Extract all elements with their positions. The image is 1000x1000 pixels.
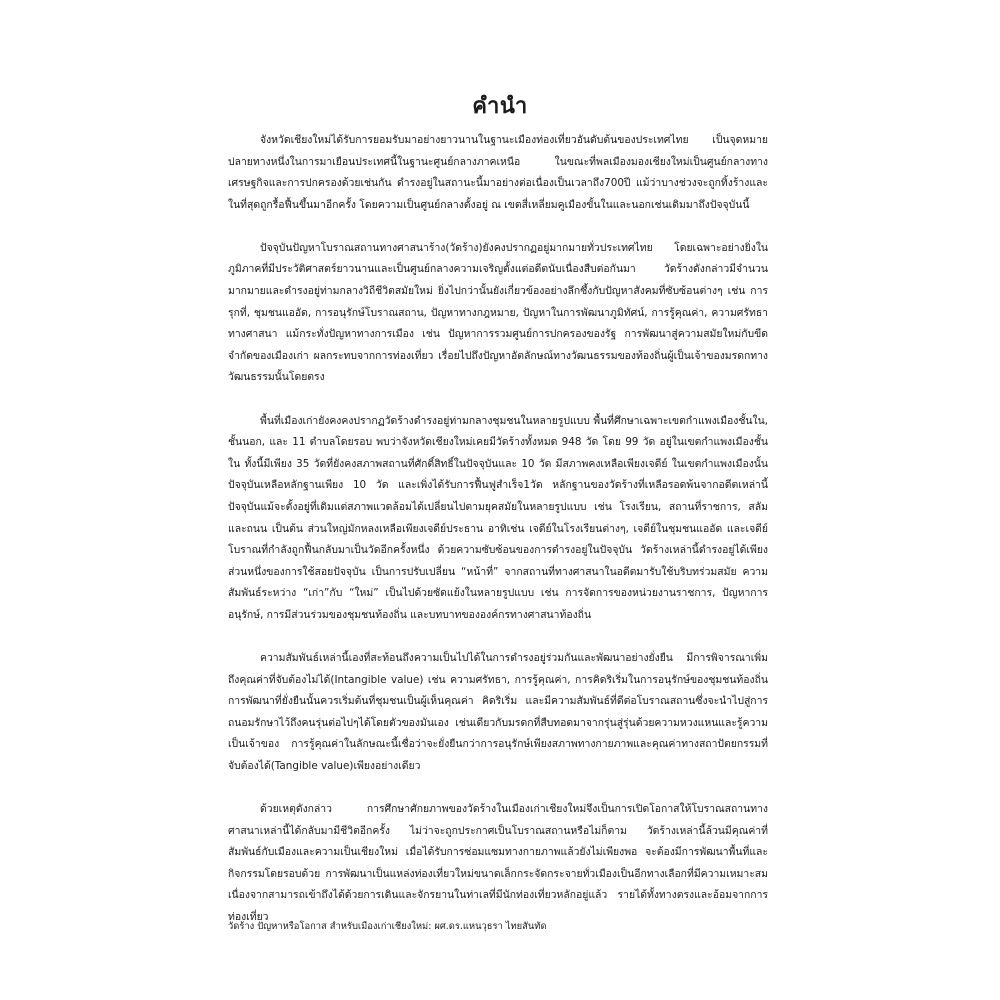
paragraph-3: พื้นที่เมืองเก่ายังคงคงปรากฏวัดร้างดำรงอยู่ท่ามกลางชุมชนในหลายรูปแบบ พื้นที่ศึกษาเฉพาะเขตกำแพงเมืองชั้นใน, ชั้นนอก, และ 11 ตำบลโดยรอบ พบว่าจังหวัดเชียงใหม่เคยมีวัดร้างทั้งหมด 948 วัด โดย 99 วัด อยู่ในเขตกำแพงเมืองชั้นใน ทั้งนี้มีเพียง 35 วัดที่ยังคงสภาพสถานที่ศักดิ์สิทธิ์ในปัจจุบันและ 10 วัด มีสภาพคงเหลือเพียงเจดีย์ ในเขตกำแพงเมืองนั้นปัจจุบันเหลือหลักฐานเพียง 10 วัด และเพิ่งได้รับการฟื้นฟูสำเร็จ1วัด หลักฐานของวัดร้างที่เหลือรอดพ้นจากอดีตเหล่านี้ปัจจุบันแม้จะตั้งอยู่ที่เดิมแต่สภาพแวดล้อมได้เปลี่ยนไปตามยุคสมัยในหลายรูปแบบ เช่น โรงเรียน, สถานที่ราชการ, สลัม และถนน เป็นต้น ส่วนใหญ่มักหลงเหลือเพียงเจดีย์ประธาน อาทิเช่น เจดีย์ในโรงเรียนต่างๆ, เจดีย์ในชุมชนแออัด และเจดีย์โบราณที่กำลังถูกฟื้นกลับมาเป็นวัดอีกครั้งหนึ่ง ด้วยความซับซ้อนของการดำรงอยู่ในปัจจุบัน วัดร้างเหล่านี้ดำรงอยู่ได้เพียงส่วนหนึ่งของการใช้สอยปัจจุบัน เป็นการปรับเปลี่ยน “หน้าที่” จากสถานที่ทางศาสนาในอดีตมารับใช้บริบทร่วมสมัย ความสัมพันธ์ระหว่าง “เก่า”กับ “ใหม่” เป็นไปด้วยซัดแย้งในหลายรูปแบบ เช่น การจัดการของหน่วยงานราชการ, ปัญหาการอนุรักษ์, การมีส่วนร่วมของชุมชนท้องถิ่น และบทบาทขององค์กรทางศาสนาท้องถิ่น xyxy=(228,414,768,621)
page-footer: วัดร้าง ปัญหาหรือโอกาส สำหรับเมืองเก่าเชียงใหม่: ผศ.ดร.แหนวุธรา ไทยสันทัด xyxy=(228,921,547,932)
page-title: คำนำ xyxy=(472,94,528,119)
paragraph-4: ความสัมพันธ์เหล่านี้เองที่สะท้อนถึงความเป็นไปได้ในการดำรงอยู่ร่วมกันและพัฒนาอย่างยั่งยืน มีการพิจารณาเพิ่มถึงคุณค่าที่จับต้องไม่ได้(Intangible value) เช่น ความศรัทธา, การรู้คุณค่า, การคิดริเริ่มในการอนุรักษ์ของชุมชนท้องถิ่น การพัฒนาที่ยั่งยืนนั้นควรเริ่มต้นที่ชุมชนเป็นผู้เห็นคุณค่า คิดริเริ่ม และมีความสัมพันธ์ที่ดีต่อโบราณสถานซึ่งจะนำไปสู่การถนอมรักษาไว้ถึงคนรุ่นต่อไปๆได้โดยตัวของมันเอง เช่นเดียวกับมรดกที่สืบทอดมาจากรุ่นสู่รุ่นด้วยความหวงแหนและรู้ความเป็นเจ้าของ การรู้คุณค่าในลักษณะนี้เชื่อว่าจะยั่งยืนกว่าการอนุรักษ์เพียงสภาพทางกายภาพและคุณค่าทางสถาปัตยกรรมที่จับต้องได้(Tangible value)เพียงอย่างเดียว xyxy=(228,651,768,772)
paragraph-5: ด้วยเหตุดังกล่าว การศึกษาศักยภาพของวัดร้างในเมืองเก่าเชียงใหม่จึงเป็นการเปิดโอกาสให้โบราณสถานทางศาสนาเหล่านี้ได้กลับมามีชีวิตอีกครั้ง ไม่ว่าจะถูกประกาศเป็นโบราณสถานหรือไม่ก็ตาม วัดร้างเหล่านี้ล้วนมีคุณค่าที่สัมพันธ์กับเมืองและความเป็นเชียงใหม่ เมื่อได้รับการซ่อมแซมทางกายภาพแล้วยังไม่เพียงพอ จะต้องมีการพัฒนาพื้นที่และกิจกรรมโดยรอบด้วย การพัฒนาเป็นแหล่งท่องเที่ยวใหม่ขนาดเล็กกระจัดกระจายทั่วเมืองเป็นอีกทางเลือกที่มีความเหมาะสม เนื่องจากสามารถเข้าถึงได้ด้วยการเดินและจักรยานในท่าเลที่มีนักท่องเที่ยวหลักอยู่แล้ว รายได้ทั้งทางตรงและอ้อมจากการท่องเที่ยว xyxy=(228,803,768,923)
paragraph-2: ปัจจุบันปัญหาโบราณสถานทางศาสนาร้าง(วัดร้าง)ยังคงปรากฏอยู่มากมายทั่วประเทศไทย โดยเฉพาะอย่างยิ่งในภูมิภาคที่มีประวัติศาสตร์ยาวนานและเป็นศูนย์กลางความเจริญตั้งแต่อดีตนับเนื่องสืบต่อกันมา วัดร้างดังกล่าวมีจำนวนมากมายและดำรงอยู่ท่ามกลางวิถีชีวิตสมัยใหม่ ยิ่งไปกว่านั้นยังเกี่ยวข้องอย่างลึกซึ้งกับปัญหาสังคมที่ซับซ้อนต่างๆ เช่น การรุกที่, ชุมชนแออัด, การอนุรักษ์โบราณสถาน, ปัญหาทางกฎหมาย, ปัญหาในการพัฒนาภูมิทัศน์, การรู้คุณค่า, ความศรัทธาทางศาสนา แม้กระทั่งปัญหาทางการเมือง เช่น ปัญหาการรวมศูนย์การปกครองของรัฐ การพัฒนาสู่ความสมัยใหม่กับขีดจำกัดของเมืองเก่า ผลกระทบจากการท่องเที่ยว เรื่อยไปถึงปัญหาอัตลักษณ์ทางวัฒนธรรมของท้องถิ่นผู้เป็นเจ้าของมรดกทางวัฒนธรรมนั้นโดยตรง xyxy=(228,241,768,384)
document-body xyxy=(228,130,768,950)
paragraph-1: จังหวัดเชียงใหม่ได้รับการยอมรับมาอย่างยาวนานในฐานะเมืองท่องเที่ยวอันดับต้นของประเทศไทย เป็นจุดหมายปลายทางหนึ่งในการมาเยือนประเทศนี้ในฐานะศูนย์กลางภาคเหนือ ในขณะที่พลเมืองมองเชียงใหม่เป็นศูนย์กลางทางเศรษฐกิจและการปกครองด้วยเช่นกัน ดำรงอยู่ในสถานะนี้มาอย่างต่อเนื่องเป็นเวลาถึง700ปี แม้ว่าบางช่วงจะถูกทิ้งร้างและในที่สุดถูกรื้อฟื้นขึ้นมาอีกครั้ง โดยความเป็นศูนย์กลางตั้งอยู่ ณ เขตสี่เหลี่ยมคูเมืองขั้นในและนอกเช่นเดิมมาถึงปัจจุบันนี้ xyxy=(228,134,768,211)
